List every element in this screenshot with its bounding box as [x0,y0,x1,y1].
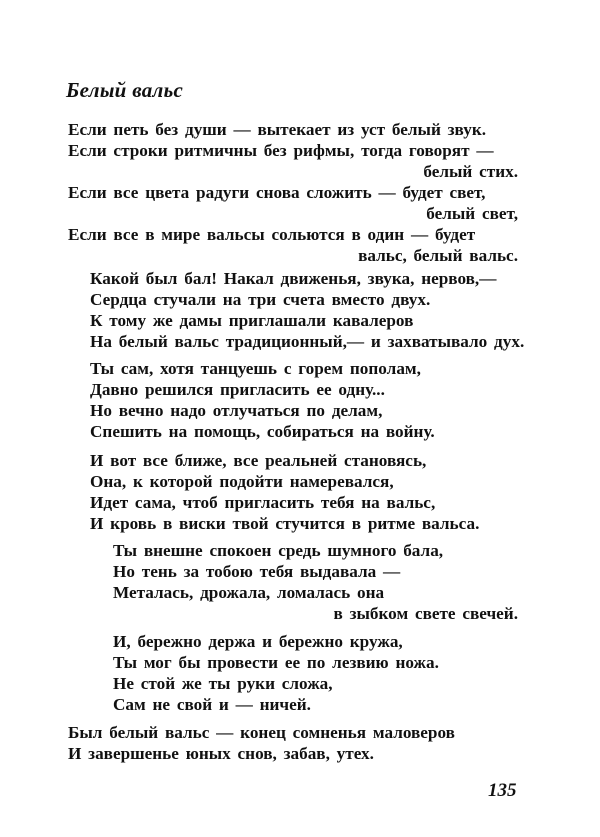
poem-line: Давно решился пригласить ее одну... [90,380,385,399]
poem-line: И кровь в виски твой стучится в ритме вальса. [90,514,480,533]
poem-line: Был белый вальс — конец сомненья маловеров [68,723,455,742]
poem-line: И вот все ближе, все реальней становясь, [90,451,427,470]
poem-line: Спешить на помощь, собираться на войну. [90,422,435,441]
stanza-3 [90,358,435,442]
poem-line: Если строки ритмичны без рифмы, тогда говорят — [68,141,494,160]
poem-line: К тому же дамы приглашали кавалеров [90,311,414,330]
poem-line: Если все в мире вальсы сольются в один — будет [68,225,476,244]
poem-line: в зыбком свете свечей. [333,604,518,623]
poem-line: Но тень за тобою тебя выдавала — [113,562,401,581]
poem-line: И, бережно держа и бережно кружа, [113,632,403,651]
poem-line: Какой был бал! Накал движенья, звука, нервов,— [90,269,497,288]
poem-line: Сам не свой и — ничей. [113,695,311,714]
poem-line: вальс, белый вальс. [358,246,518,265]
stanza-2 [90,268,524,352]
poem-line: И завершенье юных снов, забав, утех. [68,744,374,763]
poem-line: Ты мог бы провести ее по лезвию ножа. [113,653,439,672]
stanza-5 [113,540,518,624]
poem-line: Не стой же ты руки сложа, [113,674,333,693]
poem-line: Но вечно надо отлучаться по делам, [90,401,383,420]
poem-line: Если все цвета радуги снова сложить — будет свет, [68,183,486,202]
stanza-4 [90,450,479,534]
poem-title: Белый вальс [66,78,184,102]
stanza-6 [113,631,439,715]
poem-line: Сердца стучали на три счета вместо двух. [90,290,431,309]
poem-line: белый свет, [426,204,518,223]
poem-line: белый стих. [423,162,518,181]
poem-line: Идет сама, чтоб пригласить тебя на вальс, [90,493,436,512]
poem-line: Ты сам, хотя танцуешь с горем пополам, [90,359,421,378]
poem-line: Ты внешне спокоен средь шумного бала, [113,541,444,560]
stanza-1 [68,119,518,266]
poem-line: Она, к которой подойти намеревался, [90,472,394,491]
poem-line: Металась, дрожала, ломалась она [113,583,385,602]
page-number: 135 [488,780,517,801]
stanza-7 [68,722,455,764]
poem-line: На белый вальс традиционный,— и захватывало дух. [90,332,525,351]
poem-line: Если петь без души — вытекает из уст белый звук. [68,120,487,139]
